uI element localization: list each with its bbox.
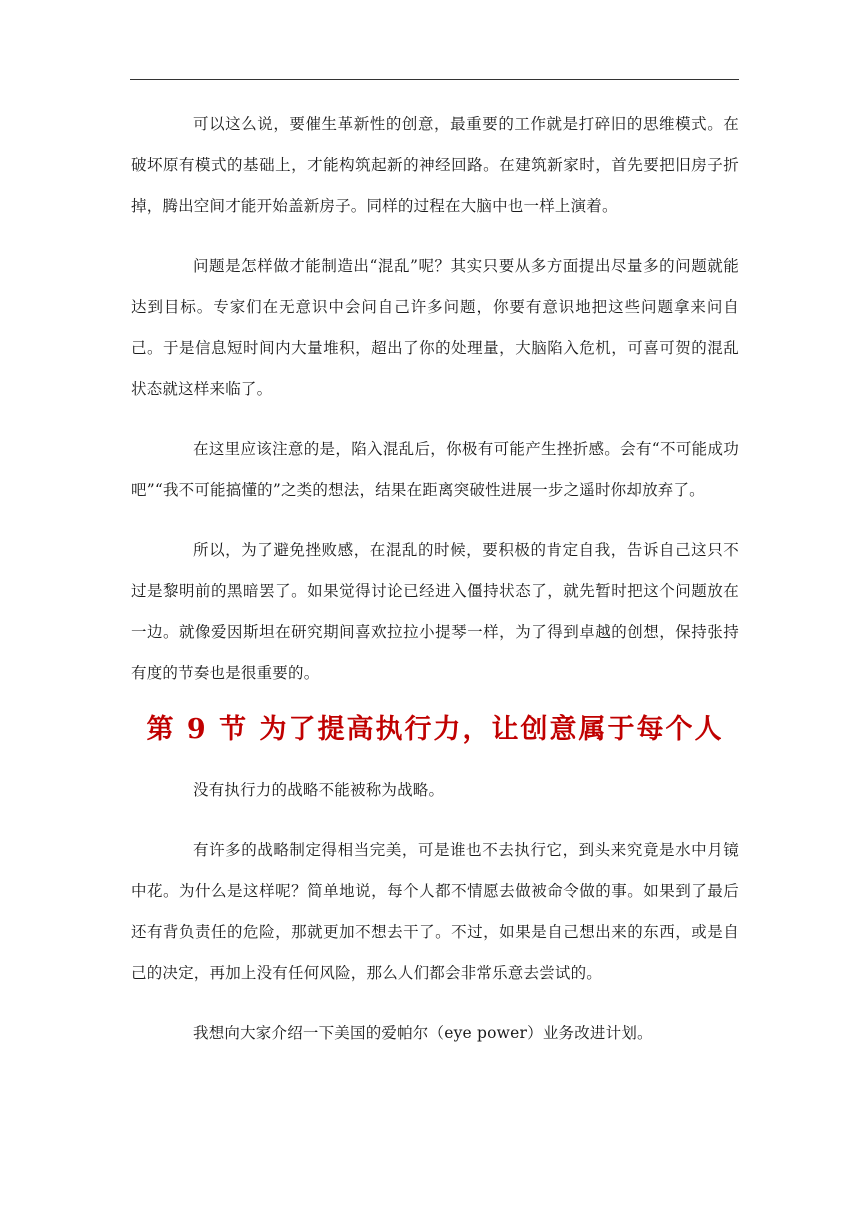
body-paragraph: 我想向大家介绍一下美国的爱帕尔（eye power）业务改进计划。 [193,1024,653,1042]
body-paragraph: 问题是怎样做才能制造出“混乱”呢？其实只要从多方面提出尽量多的问题就能达到目标。专家们在无意识中会问自己许多问题，你要有意识地把这些问题拿来问自己。于是信息短时间内大量堆积，超出了你的处理量，大脑陷入危机，可喜可贺的混乱状态就这样来临了。 [131,257,739,398]
body-paragraph: 没有执行力的战略不能被称为战略。 [193,781,445,799]
section-heading: 第 9 节 为了提高执行力，让创意属于每个人 [146,714,724,745]
body-paragraph: 所以，为了避免挫败感，在混乱的时候，要积极的肯定自我，告诉自己这只不过是黎明前的黑暗罢了。如果觉得讨论已经进入僵持状态了，就先暂时把这个问题放在一边。就像爱因斯坦在研究期间喜欢拉拉小提琴一样，为了得到卓越的创想，保持张持有度的节奏也是很重要的。 [131,541,739,682]
body-paragraph: 在这里应该注意的是，陷入混乱后，你极有可能产生挫折感。会有“不可能成功吧”“我不可能搞懂的”之类的想法，结果在距离突破性进展一步之遥时你却放弃了。 [131,440,739,499]
body-paragraph: 有许多的战略制定得相当完美，可是谁也不去执行它，到头来究竟是水中月镜中花。为什么是这样呢？简单地说，每个人都不情愿去做被命令做的事。如果到了最后还有背负责任的危险，那就更加不想去干了。不过，如果是自己想出来的东西，或是自己的决定，再加上没有任何风险，那么人们都会非常乐意去尝试的。 [131,841,739,982]
body-paragraph: 可以这么说，要催生革新性的创意，最重要的工作就是打碎旧的思维模式。在破坏原有模式的基础上，才能构筑起新的神经回路。在建筑新家时，首先要把旧房子折掉，腾出空间才能开始盖新房子。同样的过程在大脑中也一样上演着。 [131,115,739,215]
header-rule [130,79,739,80]
page-content [131,104,739,1054]
